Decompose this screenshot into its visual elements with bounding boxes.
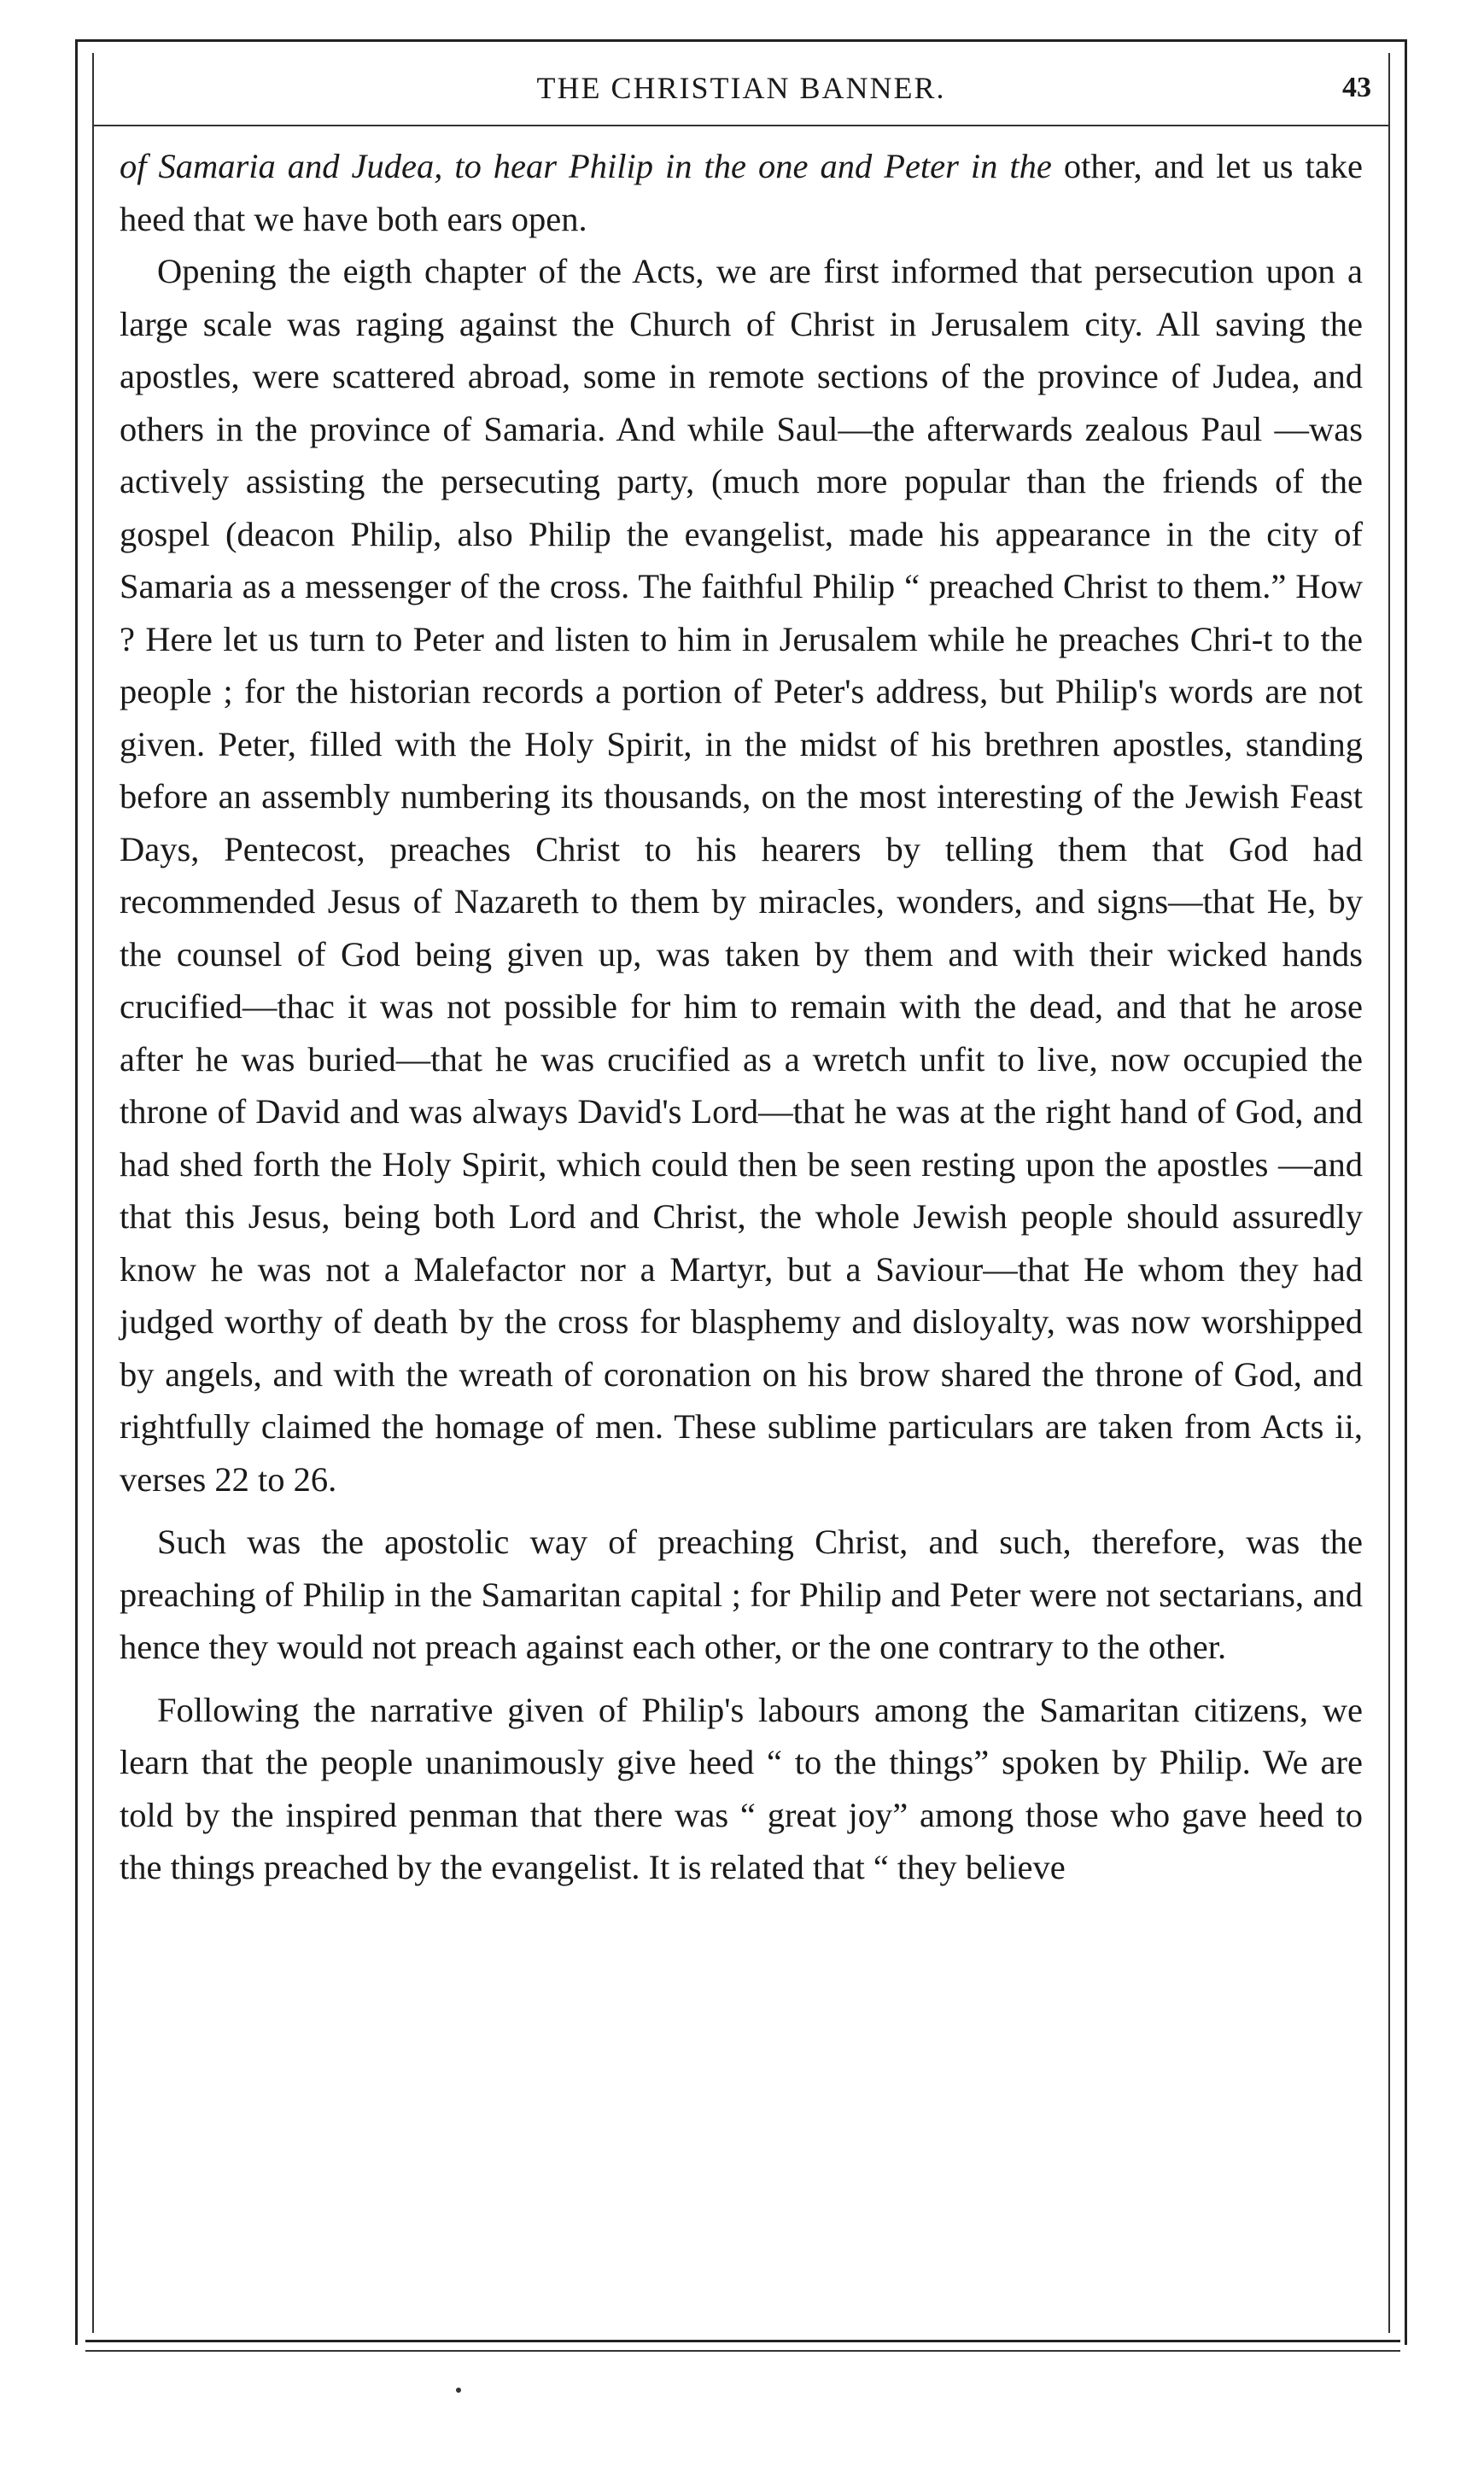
footer-rule-thin [85, 2350, 1400, 2352]
footer-rule-thick [85, 2340, 1400, 2342]
paragraph-2: Opening the eigth chapter of the Acts, we are first informed that persecution upon a large scale was raging against the Church of Christ in Jerusalem city. All saving the apostles, were scattered abroad, some in remote sections of the province of Judea, and others in the province of Samaria. And while Saul—the afterwards zealous Paul —was actively assisting the persecuting party, (much more popular than the friends of the gospel (deacon Philip, also Philip the evangelist, made his appearance in the city of Samaria as a messenger of the cross. The faithful Philip “ preached Christ to them.” How ? Here let us turn to Peter and listen to him in Jerusalem while he preaches Chri-t to the people ; for the historian records a portion of Peter's address, but Philip's words are not given. Peter, filled with the Holy Spirit, in the midst of his brethren apostles, standing before an assembly numbering its thousands, on the most interesting of the Jewish Feast Days, Pentecost, preaches Christ to his hearers by telling them that God had recommended Jesus of Nazareth to them by miracles, wonders, and signs—that He, by the counsel of God being given up, was taken by them and with their wicked hands crucified—thac it was not possible for him to remain with the dead, and that he arose after he was buried—that he was crucified as a wretch unfit to live, now occupied the throne of David and was always David's Lord—that he was at the right hand of God, and had shed forth the Holy Spirit, which could then be seen resting upon the apostles —and that this Jesus, being both Lord and Christ, the whole Jewish people should assuredly know he was not a Malefactor nor a Martyr, but a Saviour—that He whom they had judged worthy of death by the cross for blasphemy and disloyalty, was now worshipped by angels, and with the wreath of coronation on his brow shared the throne of God, and rightfully claimed the homage of men. These sublime particulars are taken from Acts ii, verses 22 to 26. [120, 252, 1363, 1499]
stray-ink-mark [456, 2388, 461, 2393]
page-number: 43 [1342, 72, 1371, 103]
paragraph-3: Such was the apostolic way of preaching Christ, and such, therefore, was the preaching of Philip in the Samaritan capital ; for Philip and Peter were not sectarians, and hence they would not preach against each other, or the one contrary to the other. [120, 1523, 1363, 1666]
paragraph-1-rest: other, and let us take heed that we have both ears open. [120, 147, 1364, 238]
paragraph-1 [120, 140, 1363, 245]
running-header [92, 60, 1390, 123]
header-rule [92, 125, 1390, 126]
running-title: THE CHRISTIAN BANNER. [536, 71, 946, 105]
paragraph-1-italic: of Samaria and Judea, to hear Philip in the one and Peter in the [120, 147, 1052, 185]
article-body [120, 140, 1363, 1894]
paragraph-4: Following the narrative given of Philip's labours among the Samaritan citizens, we learn that the people unanimously give heed “ to the things” spoken by Philip. We are told by the inspired penman that there was “ great joy” among those who gave heed to the things preached by the evangelist. It is related that “ they believe [120, 1690, 1363, 1886]
